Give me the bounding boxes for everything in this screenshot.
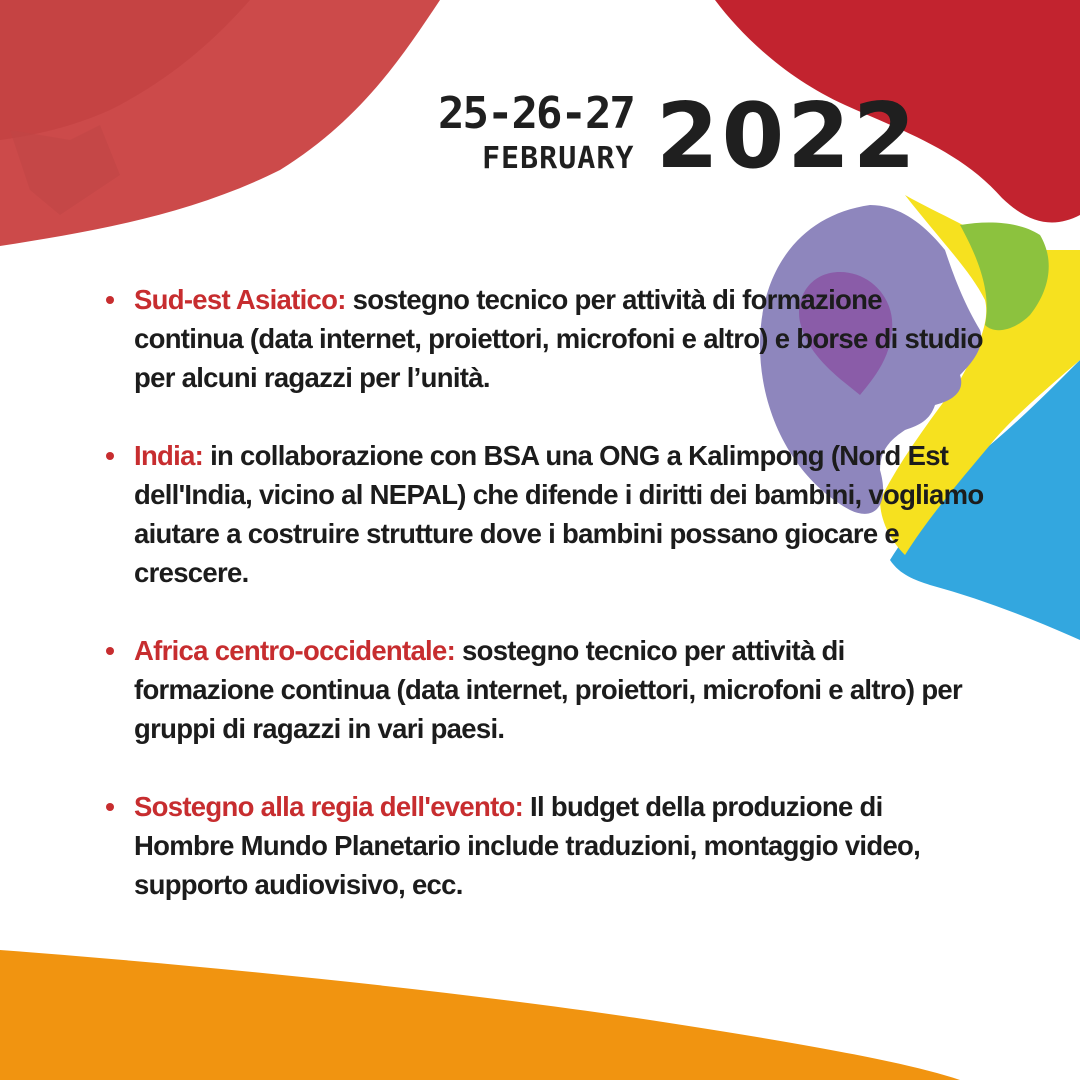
item-label: Africa centro-occidentale: xyxy=(134,635,456,666)
project-list xyxy=(104,280,984,904)
item-text: Il budget della produzione di Hombre Mundo Planetario include traduzioni, montaggio video, supporto audiovisivo, ecc. xyxy=(134,791,921,900)
item-label: India: xyxy=(134,440,204,471)
bottom-orange-shape xyxy=(0,950,960,1080)
item-text: sostegno tecnico per attività di formazione continua (data internet, proiettori, microfoni e altro) per gruppi di ragazzi in vari paesi. xyxy=(134,635,963,744)
event-date xyxy=(438,84,919,202)
list-item xyxy=(104,631,984,748)
bullet-dot xyxy=(106,452,114,460)
date-month: FEBRUARY xyxy=(482,141,635,176)
bullet-dot xyxy=(106,803,114,811)
date-year: 2022 xyxy=(656,84,919,189)
item-text: in collaborazione con BSA una ONG a Kalimpong (Nord Est dell'India, vicino al NEPAL) che difende i diritti dei bambini, vogliamo aiutare a costruire strutture dove i bambini possano giocare e crescere. xyxy=(134,440,984,588)
bullet-dot xyxy=(106,647,114,655)
list-item xyxy=(104,787,984,904)
date-days: 25-26-27 xyxy=(438,88,634,139)
item-text: sostegno tecnico per attività di formazione continua (data internet, proiettori, microfoni e altro) e borse di studio per alcuni ragazzi per l’unità. xyxy=(134,284,983,393)
list-item xyxy=(104,436,984,592)
item-label: Sostegno alla regia dell'evento: xyxy=(134,791,524,822)
item-label: Sud-est Asiatico: xyxy=(134,284,346,315)
bullet-dot xyxy=(106,296,114,304)
list-item xyxy=(104,280,984,397)
